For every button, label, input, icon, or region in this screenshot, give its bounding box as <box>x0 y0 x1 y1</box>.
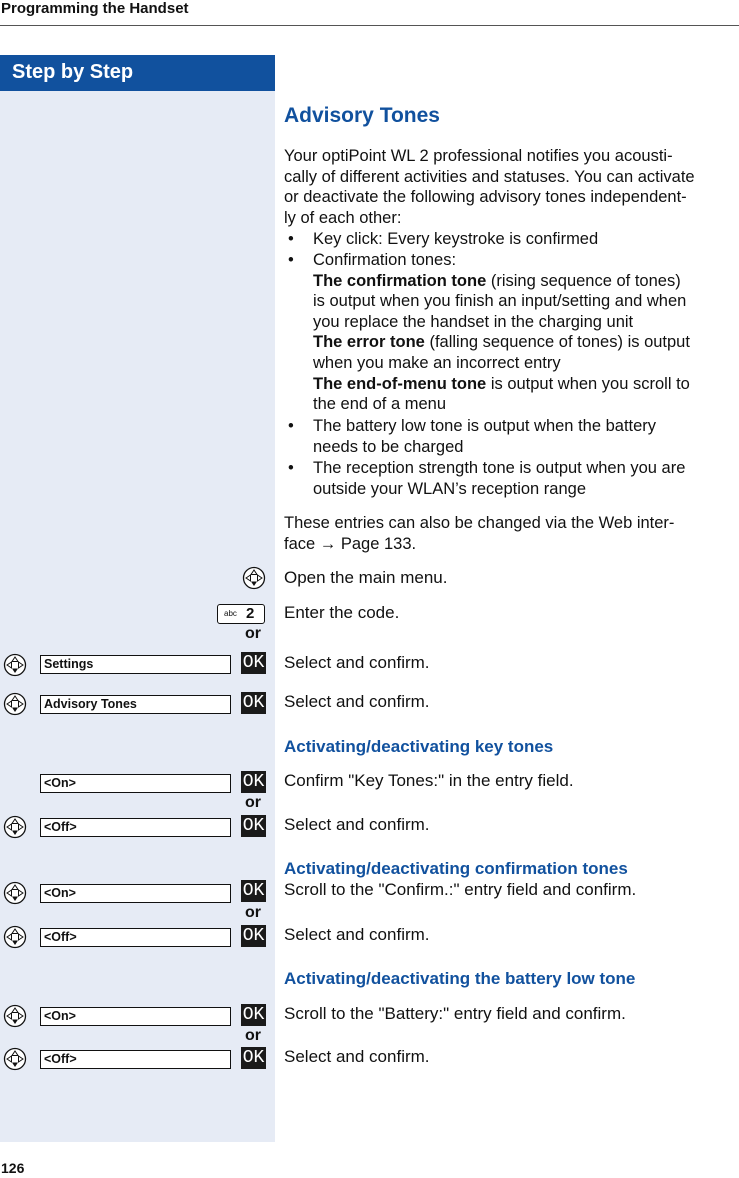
step-text: Scroll to the "Confirm.:" entry field and confirm. <box>284 880 637 899</box>
key-tones-heading: Activating/deactivating key tones <box>284 737 554 756</box>
bullet-text: outside your WLAN’s reception range <box>313 479 587 498</box>
navigation-key-icon <box>3 692 27 716</box>
navigation-key-icon <box>3 1004 27 1028</box>
or-separator: or <box>245 625 261 642</box>
confirmation-tones-heading: Activating/deactivating confirmation tones <box>284 859 628 878</box>
confirmation-tone-term: The confirmation tone <box>313 271 487 290</box>
navigation-key-icon <box>3 881 27 905</box>
display-label: <On> <box>44 1009 76 1023</box>
intro-line: cally of different activities and statuses. You can activate <box>284 167 695 186</box>
open-menu-text: Open the main menu. <box>284 568 448 587</box>
or-separator: or <box>245 1027 261 1044</box>
keypad-digit: 2 <box>246 605 255 622</box>
ok-key-icon: OK <box>242 816 265 836</box>
intro-line: or deactivate the following advisory tones independent- <box>284 188 687 207</box>
intro-line: ly of each other: <box>284 208 402 227</box>
step-text: Select and confirm. <box>284 692 430 711</box>
display-label: Advisory Tones <box>44 697 137 711</box>
or-separator: or <box>245 904 261 921</box>
web-line: These entries can also be changed via the Web inter- <box>284 514 675 532</box>
step-text: Select and confirm. <box>284 653 430 672</box>
error-tone-desc: (falling sequence of tones) is output <box>424 333 690 352</box>
intro-line: Your optiPoint WL 2 professional notifies you acousti- <box>284 147 673 165</box>
display-label: <Off> <box>44 930 77 944</box>
page-number: 126 <box>1 1160 25 1176</box>
ok-key-icon: OK <box>242 693 265 713</box>
display-key-on[interactable] <box>40 774 231 793</box>
navigation-key-icon <box>3 925 27 949</box>
bullet-text: The reception strength tone is output when you are <box>313 459 686 477</box>
or-separator: or <box>245 794 261 811</box>
ok-key-icon: OK <box>242 926 265 946</box>
display-battery-on[interactable] <box>40 1007 231 1026</box>
display-confirm-on[interactable] <box>40 884 231 903</box>
display-battery-off[interactable] <box>40 1050 231 1069</box>
display-label: <Off> <box>44 820 77 834</box>
display-label: <Off> <box>44 1052 77 1066</box>
ok-key-icon: OK <box>242 881 265 901</box>
ok-key-icon: OK <box>242 772 265 792</box>
bullet-text: Confirmation tones: <box>313 251 457 269</box>
step-text: Select and confirm. <box>284 815 430 834</box>
display-confirm-off[interactable] <box>40 928 231 947</box>
display-key-off[interactable] <box>40 818 231 837</box>
end-menu-tone-desc: is output when you scroll to <box>486 374 690 393</box>
end-menu-tone-term: The end-of-menu tone <box>313 374 487 393</box>
step-text: Confirm "Key Tones:" in the entry field. <box>284 771 574 790</box>
navigation-key-icon <box>3 815 27 839</box>
confirmation-tone-desc: you replace the handset in the charging unit <box>313 312 634 331</box>
step-by-step-banner <box>0 55 275 91</box>
navigation-key-icon <box>3 1047 27 1071</box>
step-text: Select and confirm. <box>284 1047 430 1066</box>
bullet-text: needs to be charged <box>313 437 464 456</box>
display-label: Settings <box>44 657 94 671</box>
error-tone-desc: when you make an incorrect entry <box>313 353 561 372</box>
ok-key-icon: OK <box>242 653 265 673</box>
confirmation-tone-desc: is output when you finish an input/setting and when <box>313 292 687 311</box>
display-advisory-tones[interactable] <box>40 695 231 714</box>
intro-paragraph <box>284 146 739 228</box>
running-header: Programming the Handset <box>1 0 189 17</box>
step-text: Select and confirm. <box>284 925 430 944</box>
step-by-step-label: Step by Step <box>12 61 134 83</box>
bullet-text: The battery low tone is output when the battery <box>313 417 657 435</box>
bullet-text: Key click: Every keystroke is confirmed <box>313 230 599 248</box>
display-label: <On> <box>44 776 76 790</box>
section-title: Advisory Tones <box>284 104 440 127</box>
step-sidebar <box>0 55 275 1142</box>
confirmation-tone-desc: (rising sequence of tones) <box>486 271 681 290</box>
battery-tone-heading: Activating/deactivating the battery low tone <box>284 969 636 988</box>
web-paragraph <box>284 513 739 554</box>
end-menu-tone-desc: the end of a menu <box>313 395 447 414</box>
ok-key-icon: OK <box>242 1048 265 1068</box>
error-tone-term: The error tone <box>313 333 425 352</box>
display-label: <On> <box>44 886 76 900</box>
navigation-key-icon <box>242 566 266 590</box>
header-divider <box>0 25 739 26</box>
step-text: Scroll to the "Battery:" entry field and confirm. <box>284 1004 626 1023</box>
web-line: face → Page 133. <box>284 534 417 553</box>
enter-code-text: Enter the code. <box>284 603 400 622</box>
keypad-letters: abc <box>224 609 237 618</box>
ok-key-icon: OK <box>242 1005 265 1025</box>
navigation-key-icon <box>3 653 27 677</box>
keypad-2-icon <box>217 604 265 624</box>
display-settings[interactable] <box>40 655 231 674</box>
